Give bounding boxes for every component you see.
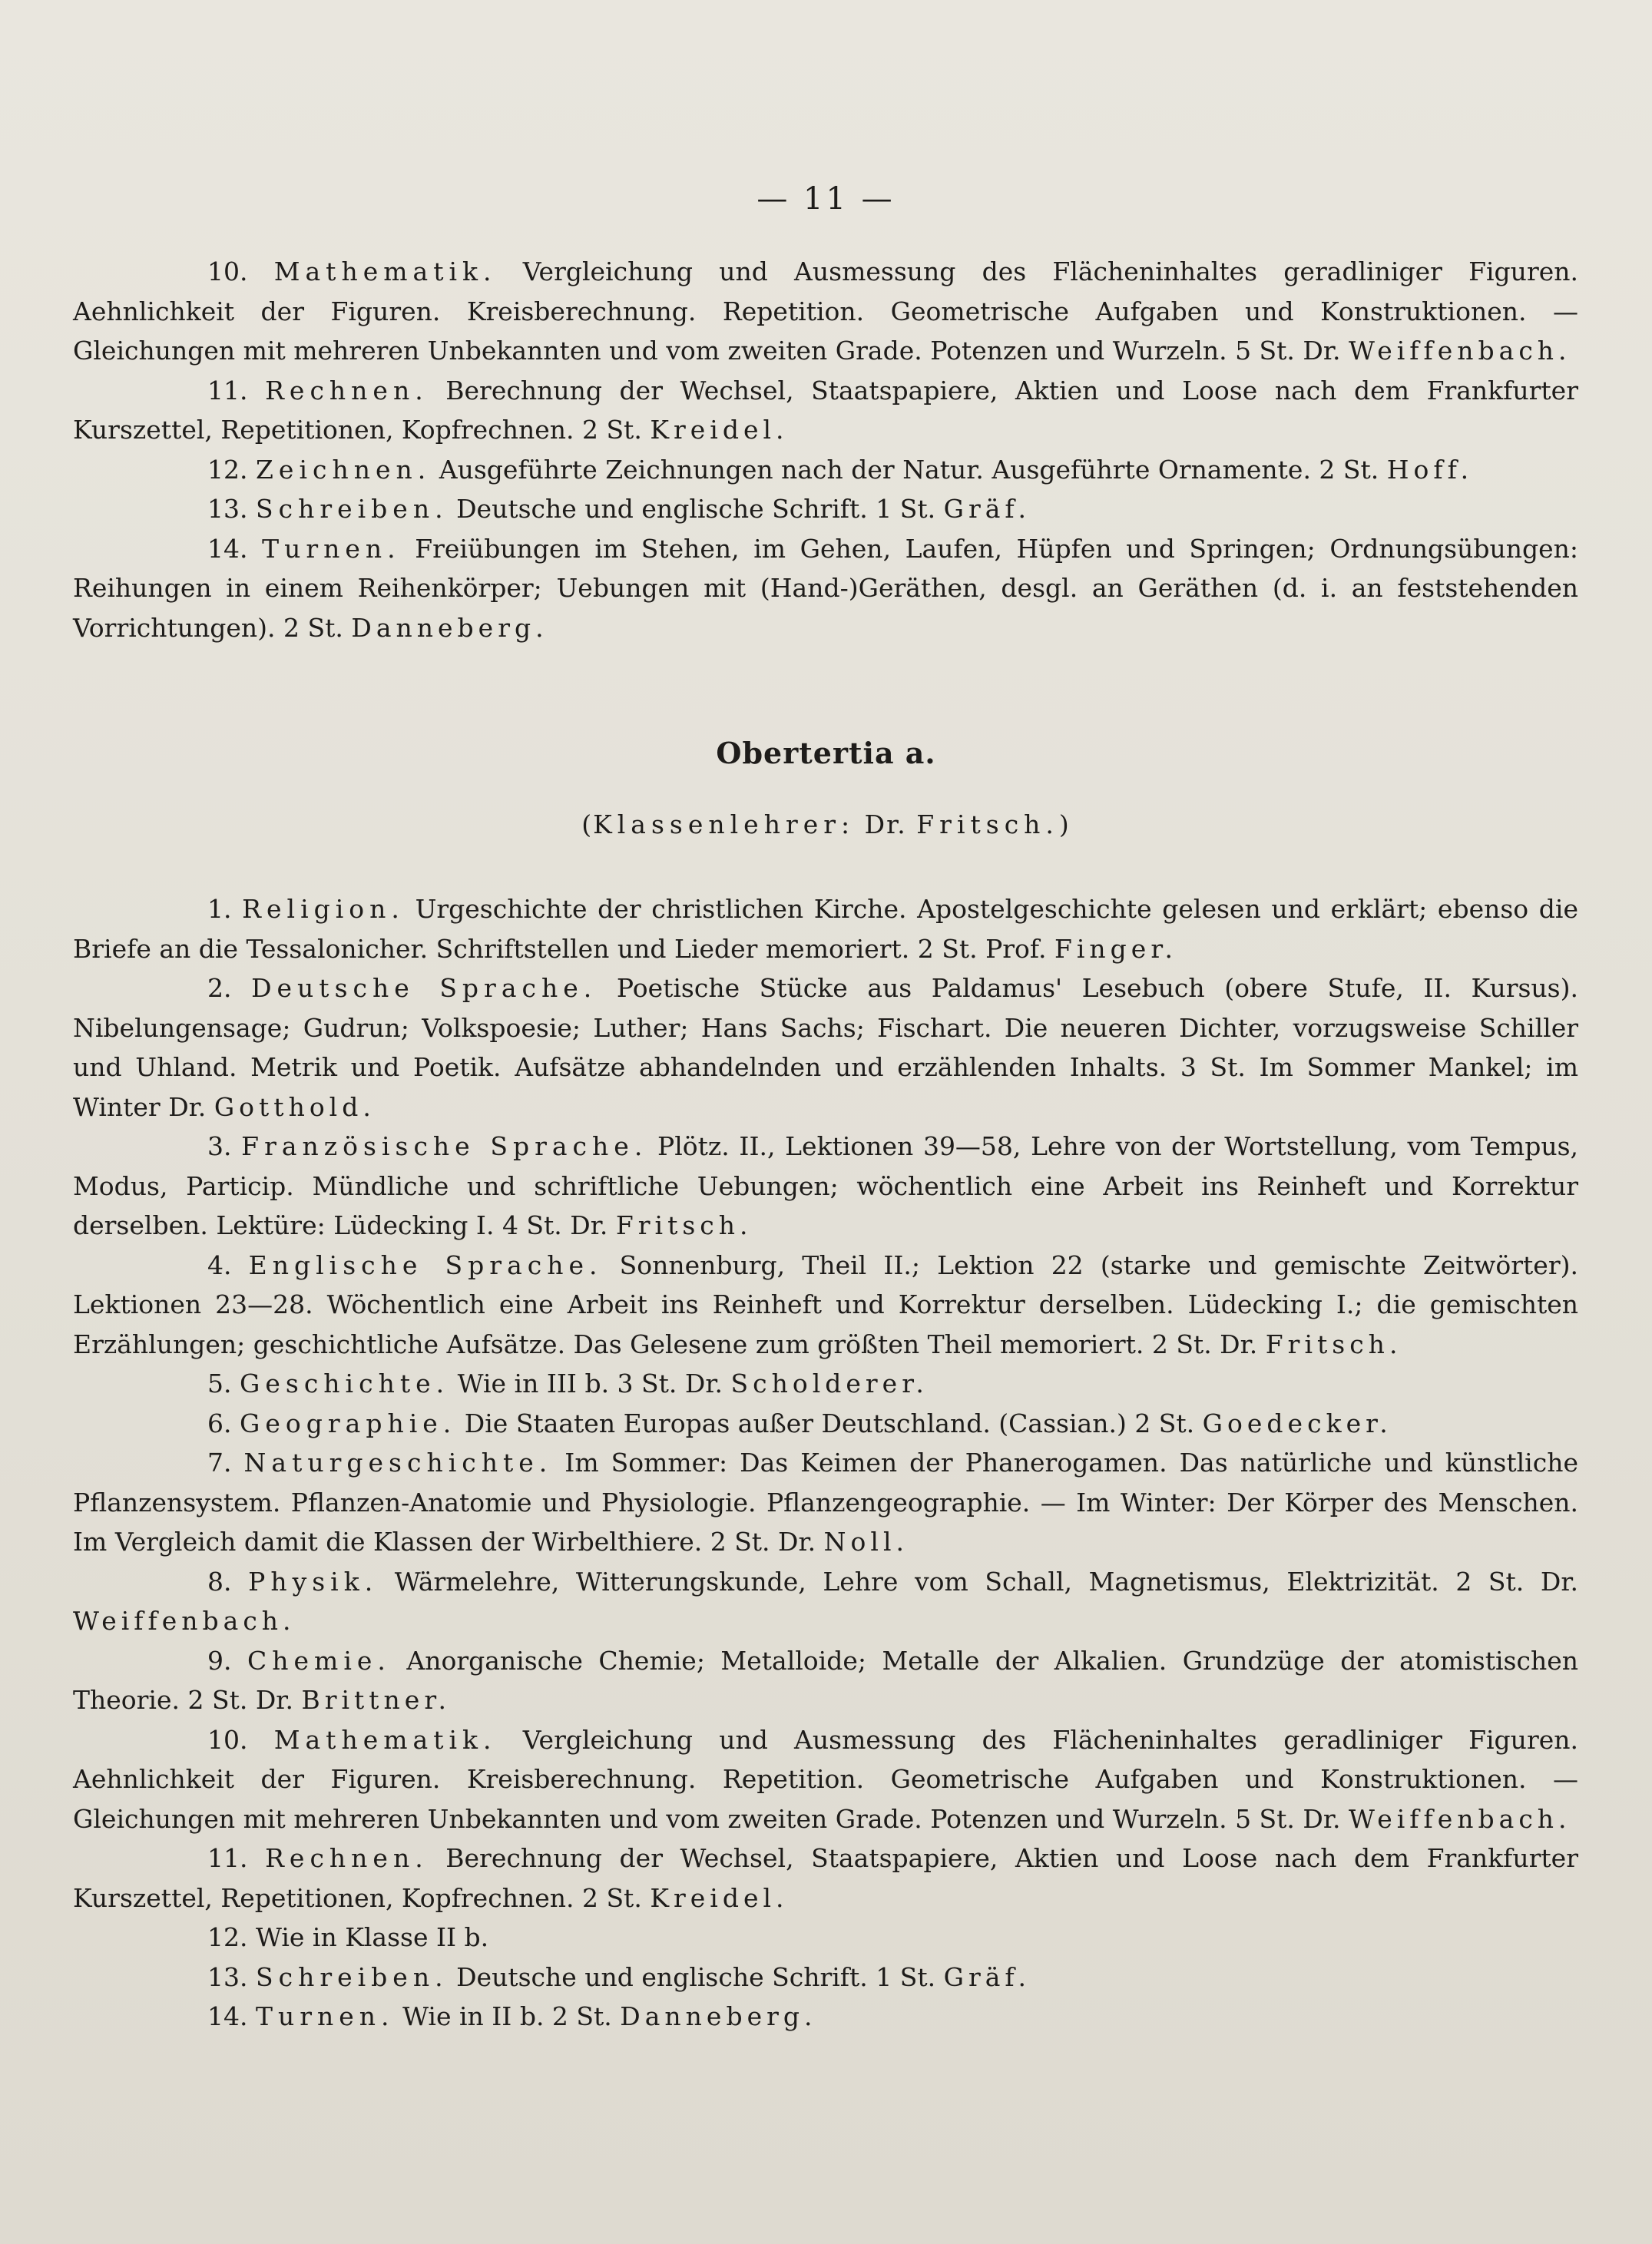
page-number: — 11 — xyxy=(756,181,896,217)
entry-text: Berechnung der Wechsel, Staatspapiere, Aktien und Loose nach dem Frankfurter Kurszettel, Repetitionen, Kopfrechnen. 2 St. xyxy=(73,1843,1578,1913)
entry-subject: Chemie. xyxy=(247,1645,391,1676)
entry-number: 6. xyxy=(207,1408,232,1438)
entry-subject: Französische Sprache. xyxy=(241,1131,648,1161)
curriculum-entry xyxy=(73,529,1578,648)
entry-number: 10. xyxy=(207,257,248,286)
curriculum-entry xyxy=(73,252,1578,371)
curriculum-entry xyxy=(73,889,1578,968)
entry-text: Vergleichung und Ausmessung des Flächeninhaltes geradliniger Figuren. Aehnlichkeit der Figuren. Kreisberechnung. Repetition. Geometrische Aufgaben und Konstruktionen. — Gleichungen mit mehreren Unbekannten und vom zweiten Grade. Potenzen und Wurzeln. 5 St. Dr. xyxy=(73,1724,1578,1834)
entry-teacher: Fritsch. xyxy=(615,1210,753,1240)
curriculum-section-obertertia-a xyxy=(73,889,1578,2037)
curriculum-entry xyxy=(73,1443,1578,1562)
entry-number: 1. xyxy=(207,894,232,924)
curriculum-entry xyxy=(73,1364,1578,1404)
entry-number: 11. xyxy=(207,1843,248,1873)
entry-number: 2. xyxy=(207,973,232,1003)
curriculum-section-previous-class xyxy=(73,252,1578,647)
entry-number: 3. xyxy=(207,1131,232,1161)
entry-teacher: Kreidel. xyxy=(650,1882,789,1913)
entry-text: Plötz. II., Lektionen 39—58, Lehre von der Wortstellung, vom Tempus, Modus, Particip. Mündliche und schriftliche Uebungen; wöchentlich eine Arbeit ins Reinheft und Korrektur derselben. Lektüre: Lüdecking I. 4 St. Dr. xyxy=(73,1131,1578,1240)
paren-close: ) xyxy=(1058,809,1071,839)
paren-open: ( xyxy=(581,809,594,839)
entry-teacher: Fritsch. xyxy=(1265,1329,1402,1359)
entry-subject: Englische Sprache. xyxy=(248,1249,603,1280)
entry-text: Ausgeführte Zeichnungen nach der Natur. Ausgeführte Ornamente. 2 St. xyxy=(439,454,1379,485)
class-teacher-name: Fritsch. xyxy=(916,809,1059,839)
curriculum-entry xyxy=(73,489,1578,529)
entry-teacher: Goedecker. xyxy=(1202,1408,1392,1438)
entry-subject: Naturgeschichte. xyxy=(243,1448,553,1478)
entry-text: Wie in Klasse II b. xyxy=(255,1922,489,1952)
entry-number: 12. xyxy=(207,1922,248,1952)
curriculum-entry xyxy=(73,1997,1578,2037)
entry-number: 4. xyxy=(207,1249,232,1280)
entry-teacher: Gräf. xyxy=(943,494,1031,524)
entry-teacher: Brittner. xyxy=(301,1685,451,1715)
entry-number: 9. xyxy=(207,1645,232,1676)
entry-subject: Rechnen. xyxy=(265,1843,429,1873)
entry-subject: Schreiben. xyxy=(255,494,449,524)
entry-text: Wie in II b. 2 St. xyxy=(402,2001,612,2031)
entry-teacher: Noll. xyxy=(823,1527,909,1557)
entry-text: Urgeschichte der christlichen Kirche. Apostelgeschichte gelesen und erklärt; ebenso die Briefe an die Tessalonicher. Schriftstellen und Lieder memoriert. 2 St. Prof. xyxy=(73,894,1578,964)
entry-teacher: Gräf. xyxy=(943,1961,1031,1992)
entry-teacher: Finger. xyxy=(1054,933,1177,964)
curriculum-entry xyxy=(73,1127,1578,1246)
entry-number: 13. xyxy=(207,494,248,524)
curriculum-entry xyxy=(73,1562,1578,1641)
entry-subject: Turnen. xyxy=(262,533,401,564)
entry-teacher: Gotthold. xyxy=(214,1091,376,1122)
entry-subject: Rechnen. xyxy=(265,375,429,405)
entry-teacher: Danneberg. xyxy=(351,612,548,643)
entry-teacher: Scholderer. xyxy=(730,1369,929,1398)
section-heading: Obertertia a. xyxy=(716,736,936,770)
entry-teacher: Danneberg. xyxy=(620,2001,817,2031)
entry-subject: Turnen. xyxy=(255,2001,395,2031)
entry-subject: Schreiben. xyxy=(255,1961,449,1992)
entry-teacher: Hoff. xyxy=(1386,454,1474,485)
entry-teacher: Weiffenbach. xyxy=(1349,336,1571,366)
entry-text: Wärmelehre, Witterungskunde, Lehre vom Schall, Magnetismus, Elektrizität. 2 St. Dr. xyxy=(394,1566,1578,1597)
entry-teacher: Kreidel. xyxy=(650,415,789,445)
entry-subject: Mathematik. xyxy=(273,257,497,286)
entry-number: 5. xyxy=(207,1369,232,1398)
entry-subject: Mathematik. xyxy=(273,1724,497,1755)
entry-number: 7. xyxy=(207,1448,232,1478)
entry-subject: Physik. xyxy=(248,1566,379,1597)
entry-text: Poetische Stücke aus Paldamus' Lesebuch (obere Stufe, II. Kursus). Nibelungensage; Gudrun; Volkspoesie; Luther; Hans Sachs; Fischart. Die neueren Dichter, vorzugsweise Schiller und Uhland. Metrik und Poetik. Aufsätze abhandelnden und erzählenden Inhalts. 3 St. Im Sommer Mankel; im Winter Dr. xyxy=(73,973,1578,1122)
curriculum-entry xyxy=(73,450,1578,490)
curriculum-entry xyxy=(73,1839,1578,1918)
entry-teacher: Weiffenbach. xyxy=(73,1606,296,1636)
curriculum-entry xyxy=(73,1918,1578,1958)
entry-number: 8. xyxy=(207,1566,232,1597)
curriculum-entry xyxy=(73,968,1578,1127)
entry-text: Deutsche und englische Schrift. 1 St. xyxy=(456,494,936,524)
class-teacher-line xyxy=(0,809,1652,839)
entry-text: Die Staaten Europas außer Deutschland. (Cassian.) 2 St. xyxy=(464,1408,1195,1438)
entry-subject: Religion. xyxy=(242,894,405,924)
entry-text: Deutsche und englische Schrift. 1 St. xyxy=(456,1961,936,1992)
entry-text: Wie in III b. 3 St. Dr. xyxy=(457,1369,723,1398)
class-teacher-title: Dr. xyxy=(864,809,907,839)
entry-subject: Geschichte. xyxy=(240,1369,450,1398)
curriculum-entry xyxy=(73,371,1578,450)
entry-number: 14. xyxy=(207,533,248,564)
entry-number: 12. xyxy=(207,454,248,485)
entry-text: Sonnenburg, Theil II.; Lektion 22 (starke und gemischte Zeitwörter). Lektionen 23—28. Wöchentlich eine Arbeit ins Reinheft und Korrektur derselben. Lüdecking I.; die gemischten Erzählungen; geschichtliche Aufsätze. Das Gelesene zum größten Theil memoriert. 2 St. Dr. xyxy=(73,1249,1578,1359)
entry-subject: Deutsche Sprache. xyxy=(251,973,598,1003)
entry-number: 13. xyxy=(207,1961,248,1992)
curriculum-entry xyxy=(73,1404,1578,1444)
class-teacher-label: Klassenlehrer: xyxy=(593,809,856,839)
entry-text: Vergleichung und Ausmessung des Flächeninhaltes geradliniger Figuren. Aehnlichkeit der Figuren. Kreisberechnung. Repetition. Geometrische Aufgaben und Konstruktionen. — Gleichungen mit mehreren Unbekannten und vom zweiten Grade. Potenzen und Wurzeln. 5 St. Dr. xyxy=(73,257,1578,366)
curriculum-entry xyxy=(73,1720,1578,1839)
entry-text: Anorganische Chemie; Metalloide; Metalle der Alkalien. Grundzüge der atomistischen Theorie. 2 St. Dr. xyxy=(73,1645,1579,1715)
entry-text: Freiübungen im Stehen, im Gehen, Laufen, Hüpfen und Springen; Ordnungsübungen: Reihungen in einem Reihenkörper; Uebungen mit (Hand-)Geräthen, desgl. an Geräthen (d. i. an feststehenden Vorrichtungen). 2 St. xyxy=(73,533,1579,643)
curriculum-entry xyxy=(73,1246,1578,1365)
curriculum-entry xyxy=(73,1641,1578,1720)
entry-number: 14. xyxy=(207,2001,248,2031)
entry-text: Berechnung der Wechsel, Staatspapiere, Aktien und Loose nach dem Frankfurter Kurszettel, Repetitionen, Kopfrechnen. 2 St. xyxy=(73,375,1578,445)
entry-number: 11. xyxy=(207,375,248,405)
entry-number: 10. xyxy=(207,1724,248,1755)
entry-subject: Zeichnen. xyxy=(255,454,432,485)
entry-subject: Geographie. xyxy=(240,1408,457,1438)
entry-text: Im Sommer: Das Keimen der Phanerogamen. Das natürliche und künstliche Pflanzensystem. Pflanzen-Anatomie und Physiologie. Pflanzengeographie. — Im Winter: Der Körper des Menschen. Im Vergleich damit die Klassen der Wirbelthiere. 2 St. Dr. xyxy=(73,1448,1578,1557)
curriculum-entry xyxy=(73,1958,1578,1997)
entry-teacher: Weiffenbach. xyxy=(1349,1803,1571,1834)
